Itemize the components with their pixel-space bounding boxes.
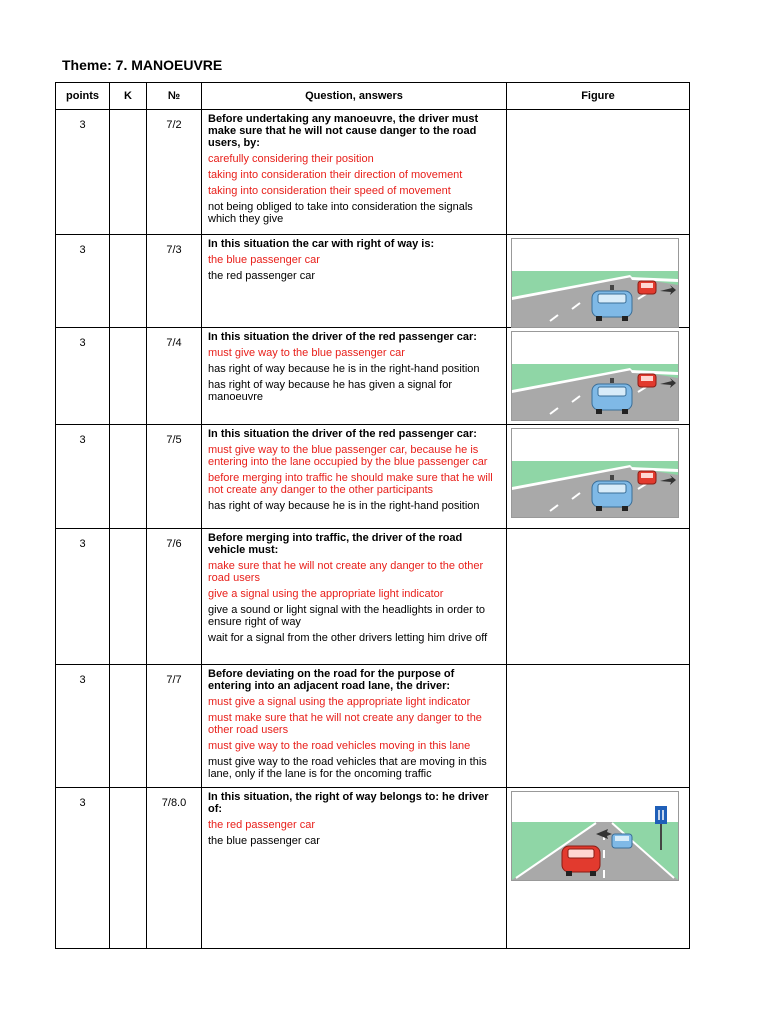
merge-right-icon: [511, 331, 679, 421]
question-cell: [202, 788, 507, 949]
question-text: Before undertaking any manoeuvre, the driver must make sure that he will not cause danger to the road users, by:: [208, 113, 479, 149]
question-cell: [202, 328, 507, 425]
table-row: [56, 110, 690, 235]
num-cell: 7/7: [147, 665, 202, 788]
correct-answer: must make sure that he will not create any danger to the other road users: [208, 712, 482, 736]
header-row: [56, 83, 690, 110]
answer: the blue passenger car: [208, 835, 320, 847]
figure-cell: [507, 235, 690, 328]
merge-right-icon: [511, 428, 679, 518]
k-cell: [110, 110, 147, 235]
question-text: In this situation the driver of the red passenger car:: [208, 428, 477, 440]
points-cell: 3: [56, 529, 110, 665]
road-scene-figure: [512, 429, 678, 517]
figure-cell: [507, 110, 690, 235]
points-cell: 3: [56, 788, 110, 949]
figure-cell: [507, 529, 690, 665]
correct-answer: give a signal using the appropriate light indicator: [208, 588, 444, 600]
header-figure: Figure: [507, 83, 690, 110]
header-num: №: [147, 83, 202, 110]
answer: has right of way because he is in the right-hand position: [208, 500, 480, 512]
answer: not being obliged to take into consideration the signals which they give: [208, 201, 473, 225]
num-cell: 7/3: [147, 235, 202, 328]
correct-answer: the blue passenger car: [208, 254, 320, 266]
correct-answer: make sure that he will not create any danger to the other road users: [208, 560, 484, 584]
num-cell: 7/2: [147, 110, 202, 235]
question-cell: [202, 665, 507, 788]
table-row: [56, 529, 690, 665]
road-scene-figure: [512, 332, 678, 420]
question-cell: [202, 425, 507, 529]
k-cell: [110, 235, 147, 328]
table-row: [56, 328, 690, 425]
correct-answer: must give way to the blue passenger car, because he is entering into the lane occupied by the blue passenger car: [208, 444, 488, 468]
k-cell: [110, 425, 147, 529]
page-title: Theme: 7. MANOEUVRE: [62, 57, 223, 73]
merge-right-icon: [511, 238, 679, 328]
question-cell: [202, 235, 507, 328]
figure-cell: [507, 425, 690, 529]
questions-table: [55, 82, 690, 949]
points-cell: 3: [56, 328, 110, 425]
header-k: K: [110, 83, 147, 110]
table-row: [56, 665, 690, 788]
figure-cell: [507, 328, 690, 425]
correct-answer: must give a signal using the appropriate light indicator: [208, 696, 471, 708]
correct-answer: carefully considering their position: [208, 153, 374, 165]
question-text: In this situation the driver of the red passenger car:: [208, 331, 477, 343]
header-question: Question, answers: [202, 83, 507, 110]
question-text: Before merging into traffic, the driver of the road vehicle must:: [208, 532, 463, 556]
figure-cell: [507, 665, 690, 788]
lane-change-sign-icon: [511, 791, 679, 881]
num-cell: 7/8.0: [147, 788, 202, 949]
question-cell: [202, 110, 507, 235]
k-cell: [110, 529, 147, 665]
points-cell: 3: [56, 665, 110, 788]
question-text: In this situation, the right of way belongs to: he driver of:: [208, 791, 489, 815]
k-cell: [110, 788, 147, 949]
correct-answer: the red passenger car: [208, 819, 316, 831]
k-cell: [110, 665, 147, 788]
answer: the red passenger car: [208, 270, 316, 282]
road-scene-figure: [512, 792, 678, 880]
answer: has right of way because he has given a signal for manoeuvre: [208, 379, 452, 403]
road-scene-figure: [512, 239, 678, 327]
num-cell: 7/6: [147, 529, 202, 665]
table-row: [56, 788, 690, 949]
question-cell: [202, 529, 507, 665]
points-cell: 3: [56, 235, 110, 328]
table-row: [56, 425, 690, 529]
table-row: [56, 235, 690, 328]
answer: wait for a signal from the other drivers letting him drive off: [208, 632, 488, 644]
answer: give a sound or light signal with the headlights in order to ensure right of way: [208, 604, 486, 628]
answer: has right of way because he is in the right-hand position: [208, 363, 480, 375]
figure-cell: [507, 788, 690, 949]
correct-answer: taking into consideration their speed of movement: [208, 185, 451, 197]
num-cell: 7/4: [147, 328, 202, 425]
question-text: In this situation the car with right of way is:: [208, 238, 435, 250]
points-cell: 3: [56, 425, 110, 529]
correct-answer: taking into consideration their direction of movement: [208, 169, 463, 181]
answer: must give way to the road vehicles that are moving in this lane, only if the lane is for the oncoming traffic: [208, 756, 487, 780]
correct-answer: must give way to the road vehicles moving in this lane: [208, 740, 471, 752]
correct-answer: must give way to the blue passenger car: [208, 347, 405, 359]
question-text: Before deviating on the road for the purpose of entering into an adjacent road lane, the driver:: [208, 668, 455, 692]
k-cell: [110, 328, 147, 425]
num-cell: 7/5: [147, 425, 202, 529]
correct-answer: before merging into traffic he should make sure that he will not create any danger to the other participants: [208, 472, 493, 496]
points-cell: 3: [56, 110, 110, 235]
header-points: points: [56, 83, 110, 110]
